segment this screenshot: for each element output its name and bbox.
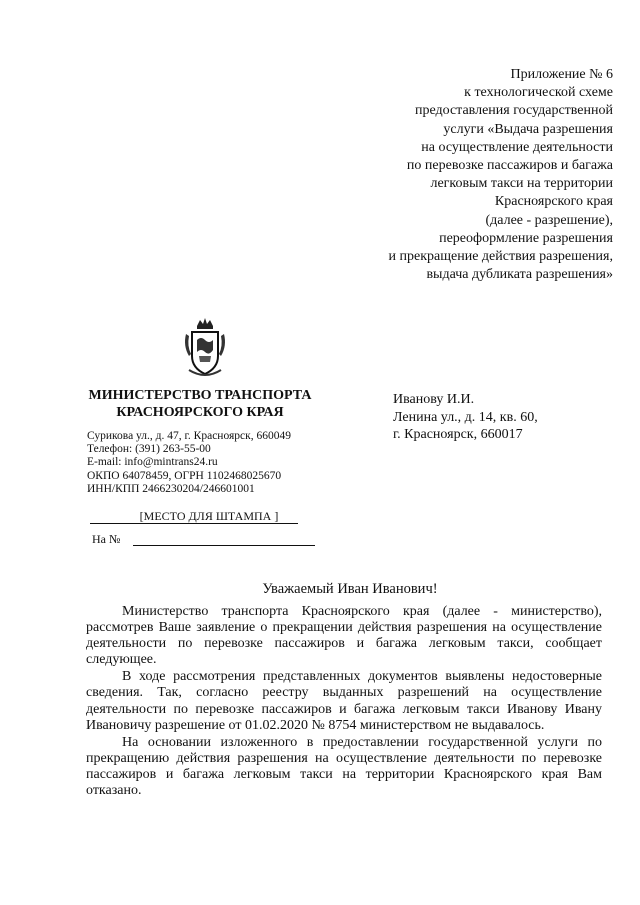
ministry-address: Сурикова ул., д. 47, г. Красноярск, 660049 [87,430,291,442]
annex-line: к технологической схеме [464,85,613,101]
recipient-address-block [393,391,538,444]
annex-line: выдача дубликата разрешения» [426,267,613,283]
annex-line: предоставления государственной [414,103,613,119]
ministry-name [80,387,320,421]
annex-line: легковым такси на территории [430,176,613,192]
annex-header [283,66,613,284]
ministry-inn: ИНН/КПП 2466230204/246601001 [87,482,255,495]
stamp-placeholder: [МЕСТО ДЛЯ ШТАМПА ] [90,509,298,524]
recipient-city: г. Красноярск, 660017 [393,427,523,442]
ministry-phone: Телефон: (391) 263-55-00 [87,443,211,456]
annex-line: по перевозке пассажиров и багажа [406,158,613,174]
body-paragraph: В ходе рассмотрения представленных документов выявлены недостоверные сведения. Так, согласно реестру выданных разрешений на осуществление деятельности по перевозке пассажиров и багажа легковым такси Иванову Ивану Ивановичу разрешение от 01.02.2020 № 8754 министерством не выдавалось. [86,669,602,733]
annex-line: и прекращение действия разрешения, [388,249,613,265]
annex-line: Красноярского края [494,194,613,210]
annex-line: переоформление разрешения [439,230,613,246]
recipient-street: Ленина ул., д. 14, кв. 60, [393,409,538,425]
coat-of-arms-icon [183,316,227,380]
ministry-email: E-mail: info@mintrans24.ru [87,456,218,469]
ministry-okpo: ОКПО 64078459, ОГРН 1102468025670 [87,469,282,482]
recipient-name: Иванову И.И. [393,392,475,407]
ministry-name-line: КРАСНОЯРСКОГО КРАЯ [116,405,284,420]
reference-number-line [133,545,315,546]
annex-line: на осуществление деятельности [421,139,613,155]
body-paragraph: На основании изложенного в предоставлении государственной услуги по прекращению действия разрешения на осуществление деятельности по перевозке пассажиров и багажа легковым такси на территории Красноярского края Вам отказано. [86,734,602,799]
ministry-contacts [87,430,291,496]
annex-line: (далее - разрешение), [485,212,613,228]
body-paragraph: Министерство транспорта Красноярского края (далее - министерство), рассмотрев Ваше заявление о прекращении действия разрешения на осуществление деятельности по перевозке пассажиров и багажа легковым такси, сообщает следующее. [86,604,602,668]
annex-line: Приложение № 6 [510,67,613,82]
annex-line: услуги «Выдача разрешения [443,121,613,137]
salutation: Уважаемый Иван Иванович! [262,581,438,597]
ministry-name-line: МИНИСТЕРСТВО ТРАНСПОРТА [88,388,312,403]
letter-body [86,604,602,800]
reference-number-label: На № [92,532,121,546]
